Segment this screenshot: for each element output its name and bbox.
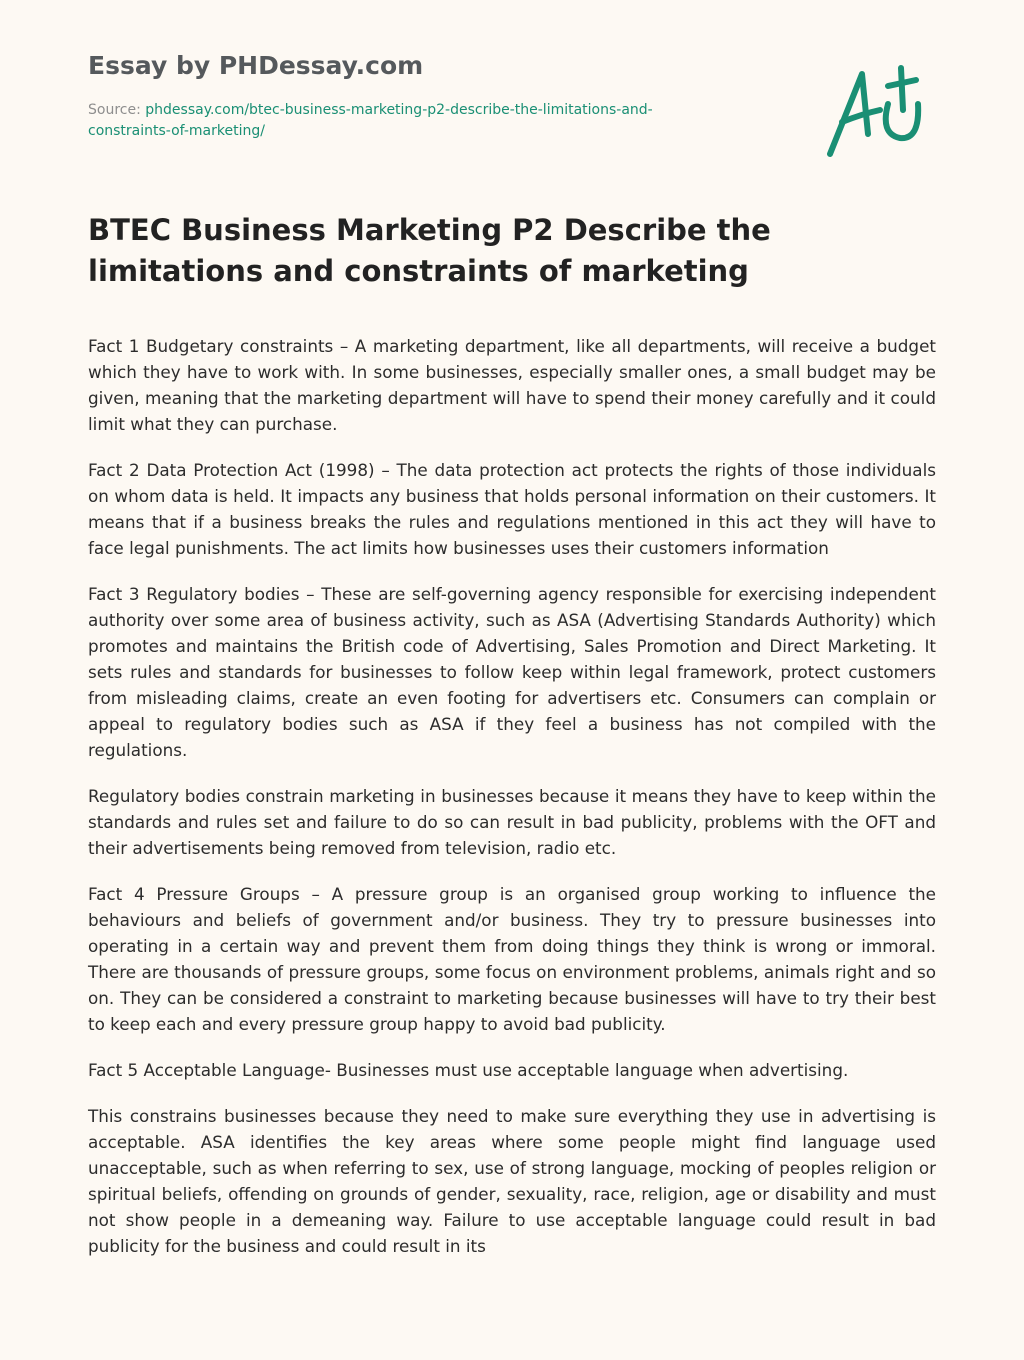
site-name: Essay by PHDessay.com bbox=[88, 51, 424, 80]
source-line bbox=[88, 100, 728, 142]
paragraph-fact-2: Fact 2 Data Protection Act (1998) – The data protection act protects the rights of those individuals on whom data is held. It impacts any business that holds personal information on their customers. It means that if a business breaks the rules and regulations mentioned in this act they will have to face legal punishments. The act limits how businesses uses their customers information bbox=[88, 460, 936, 558]
paragraph-fact-1: Fact 1 Budgetary constraints – A marketing department, like all departments, will receive a budget which they have to work with. In some businesses, especially smaller ones, a small budget may be given, meaning that the marketing department will have to spend their money carefully and it could limit what they can purchase. bbox=[88, 336, 936, 434]
paragraph-fact-4: Fact 4 Pressure Groups – A pressure group is an organised group working to influence the behaviours and beliefs of government and/or business. They try to pressure businesses into operating in a certain way and prevent them from doing things they think is wrong or immoral. There are thousands of pressure groups, some focus on environment problems, animals right and so on. They can be considered a constraint to marketing because businesses will have to try their best to keep each and every pressure group happy to avoid bad publicity. bbox=[88, 884, 936, 1034]
essay-body bbox=[88, 333, 936, 1279]
source-link[interactable]: phdessay.com/btec-business-marketing-p2-describe-the-limitations-and-constraints-of-marketing/ bbox=[88, 102, 653, 139]
paragraph-language: This constrains businesses because they need to make sure everything they use in advertising is acceptable. ASA identifies the key areas where some people might find language used unacceptable, such as when referring to sex, use of strong language, mocking of peoples religion or spiritual beliefs, offending on grounds of gender, sexuality, race, religion, age or disability and must not show people in a demeaning way. Failure to use acceptable language could result in bad publicity for the business and could result in its bbox=[88, 1106, 936, 1256]
paragraph-fact-5: Fact 5 Acceptable Language- Businesses must use acceptable language when advertising. bbox=[88, 1060, 849, 1080]
paragraph-regulatory: Regulatory bodies constrain marketing in businesses because it means they have to keep within the standards and rules set and failure to do so can result in bad publicity, problems with the OFT and their advertisements being removed from television, radio etc. bbox=[88, 786, 936, 858]
a-plus-logo bbox=[822, 62, 930, 162]
paragraph-fact-3: Fact 3 Regulatory bodies – These are self-governing agency responsible for exercising independent authority over some area of business activity, such as ASA (Advertising Standards Authority) which promotes and maintains the British code of Advertising, Sales Promotion and Direct Marketing. It sets rules and standards for businesses to follow keep within legal framework, protect customers from misleading claims, create an even footing for advertisers etc. Consumers can complain or appeal to regulatory bodies such as ASA if they feel a business has not compiled with the regulations. bbox=[88, 584, 936, 760]
source-label: Source: bbox=[88, 102, 146, 118]
page-title: BTEC Business Marketing P2 Describe the limitations and constraints of marketing bbox=[88, 213, 771, 288]
